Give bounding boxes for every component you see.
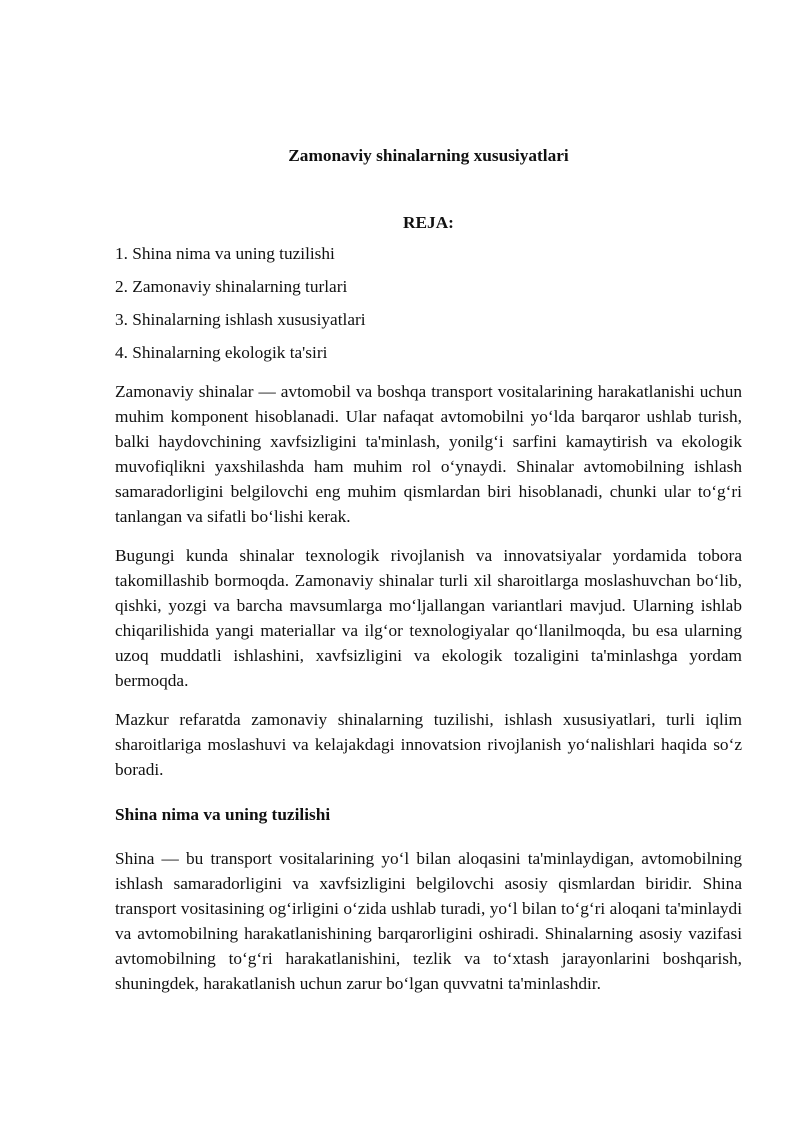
section-heading: Shina nima va uning tuzilishi <box>115 805 331 824</box>
plan-item: 2. Zamonaviy shinalarning turlari <box>115 277 348 296</box>
intro-paragraph-3: Mazkur refaratda zamonaviy shinalarning tuzilishi, ishlash xususiyatlari, turli iqlim sharoitlariga moslashuvi va kelajakdagi innovatsion rivojlanish yo‘nalishlari haqida so‘z boradi. <box>115 710 742 779</box>
plan-item: 1. Shina nima va uning tuzilishi <box>115 244 335 263</box>
document-title: Zamonaviy shinalarning xususiyatlari <box>288 146 569 165</box>
plan-list <box>115 243 742 364</box>
plan-item: 4. Shinalarning ekologik ta'siri <box>115 343 328 362</box>
intro-paragraph-2: Bugungi kunda shinalar texnologik rivojlanish va innovatsiyalar yordamida tobora takomillashib bormoqda. Zamonaviy shinalar turli xil sharoitlarga moslashuvchan bo‘lib, qishki, yozgi va barcha mavsumlarga mo‘ljallangan variantlari mavjud. Ularning ishlab chiqarilishida yangi materiallar va ilg‘or texnologiyalar qo‘llanilmoqda, bu esa ularning uzoq muddatli ishlashini, xavfsizligini va ekologik tozaligini ta'minlashga yordam bermoqda. <box>115 546 742 690</box>
section-paragraph: Shina — bu transport vositalarining yo‘l bilan aloqasini ta'minlaydigan, avtomobilning ishlash samaradorligini va xavfsizligini belgilovchi asosiy qismlardan biridir. Shina transport vositasining og‘irligini o‘zida ushlab turadi, yo‘l bilan to‘g‘ri aloqani ta'minlaydi va avtomobilning harakatlanishining barqarorligini oshiradi. Shinalarning asosiy vazifasi avtomobilning to‘g‘ri harakatlanishini, tezlik va to‘xtash jarayonlarini boshqarish, shuningdek, harakatlanish uchun zarur bo‘lgan quvvatni ta'minlashdir. <box>115 849 742 993</box>
plan-item: 3. Shinalarning ishlash xususiyatlari <box>115 310 366 329</box>
document-content <box>115 145 742 1010</box>
plan-heading: REJA: <box>403 213 454 232</box>
intro-paragraph-1: Zamonaviy shinalar — avtomobil va boshqa transport vositalarining harakatlanishi uchun muhim komponent hisoblanadi. Ular nafaqat avtomobilni yo‘lda barqaror ushlab turish, balki haydovchining xavfsizligini ta'minlash, yonilg‘i sarfini kamaytirish va ekologik muvofiqlikni yaxshilashda ham muhim rol o‘ynaydi. Shinalar avtomobilning ishlash samaradorligini belgilovchi eng muhim qismlardan biri hisoblanadi, chunki ular to‘g‘ri tanlangan va sifatli bo‘lishi kerak. <box>115 382 742 526</box>
